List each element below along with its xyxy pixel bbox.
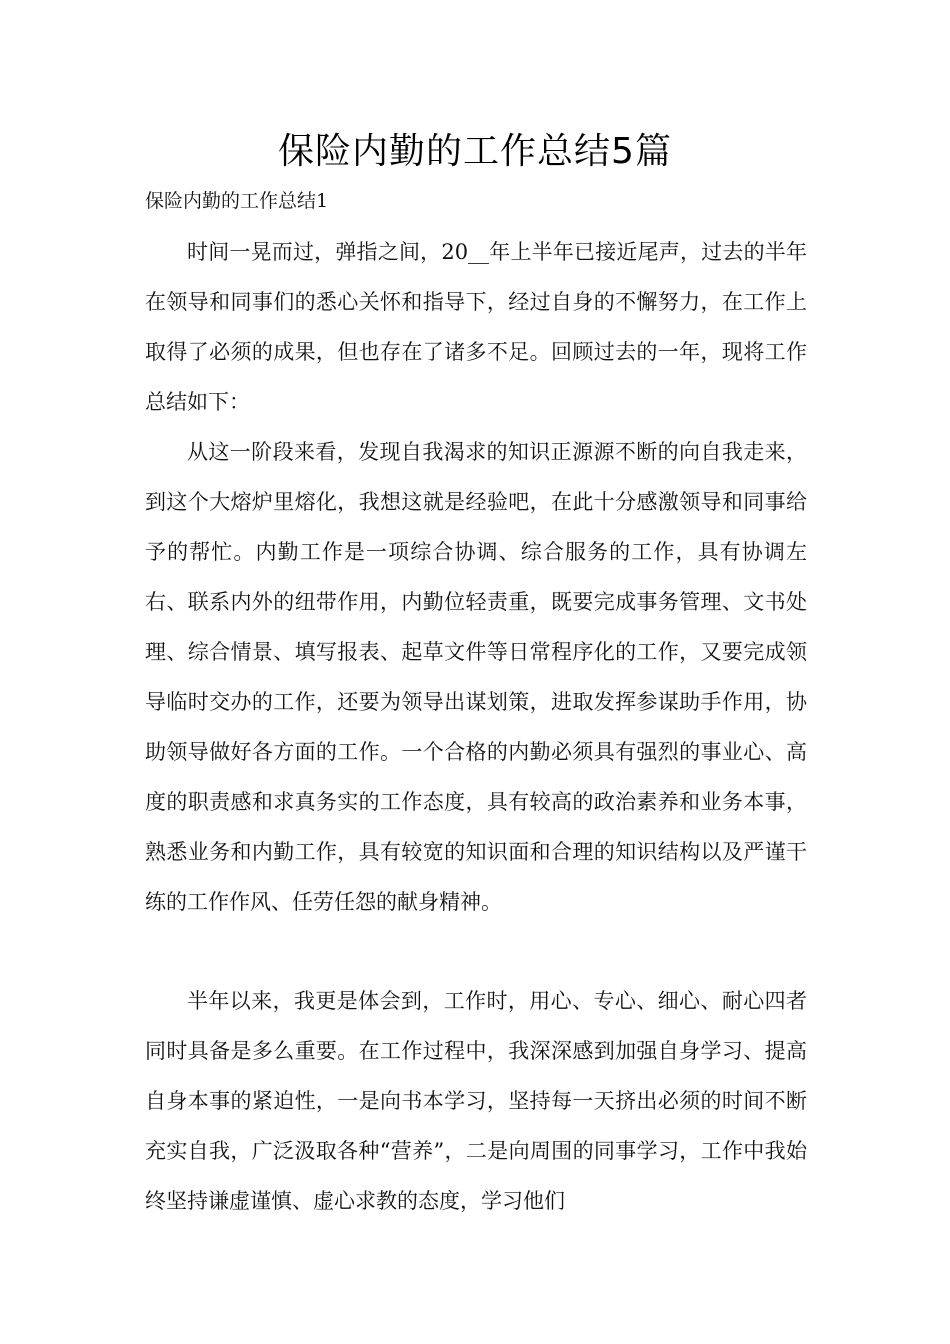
section-heading: 保险内勤的工作总结1 (145, 190, 329, 212)
paragraph-3: 半年以来，我更是体会到，工作时，用心、专心、细心、耐心四者同时具备是多么重要。在工作过程中，我深深感到加强自身学习、提高自身本事的紧迫性，一是向书本学习，坚持每一天挤出必须的时间不断充实自我，广泛汲取各种“营养”，二是向周围的同事学习，工作中我始终坚持谦虚谨慎、虚心求教的态度，学习他们 (145, 989, 807, 1213)
paragraph-1: 时间一晃而过，弹指之间，20__年上半年已接近尾声，过去的半年在领导和同事们的悉心关怀和指导下，经过自身的不懈努力，在工作上取得了必须的成果，但也存在了诸多不足。回顾过去的一年，现将工作总结如下： (145, 240, 807, 414)
document-title: 保险内勤的工作总结5篇 (278, 131, 672, 172)
paragraph-2: 从这一阶段来看，发现自我渴求的知识正源源不断的向自我走来，到这个大熔炉里熔化，我想这就是经验吧，在此十分感激领导和同事给予的帮忙。内勤工作是一项综合协调、综合服务的工作，具有协调左右、联系内外的纽带作用，内勤位轻责重，既要完成事务管理、文书处理、综合情景、填写报表、起草文件等日常程序化的工作，又要完成领导临时交办的工作，还要为领导出谋划策，进取发挥参谋助手作用，协助领导做好各方面的工作。一个合格的内勤必须具有强烈的事业心、高度的职责感和求真务实的工作态度，具有较高的政治素养和业务本事，熟悉业务和内勤工作，具有较宽的知识面和合理的知识结构以及严谨干练的工作作风、任劳任怨的献身精神。 (145, 440, 807, 914)
